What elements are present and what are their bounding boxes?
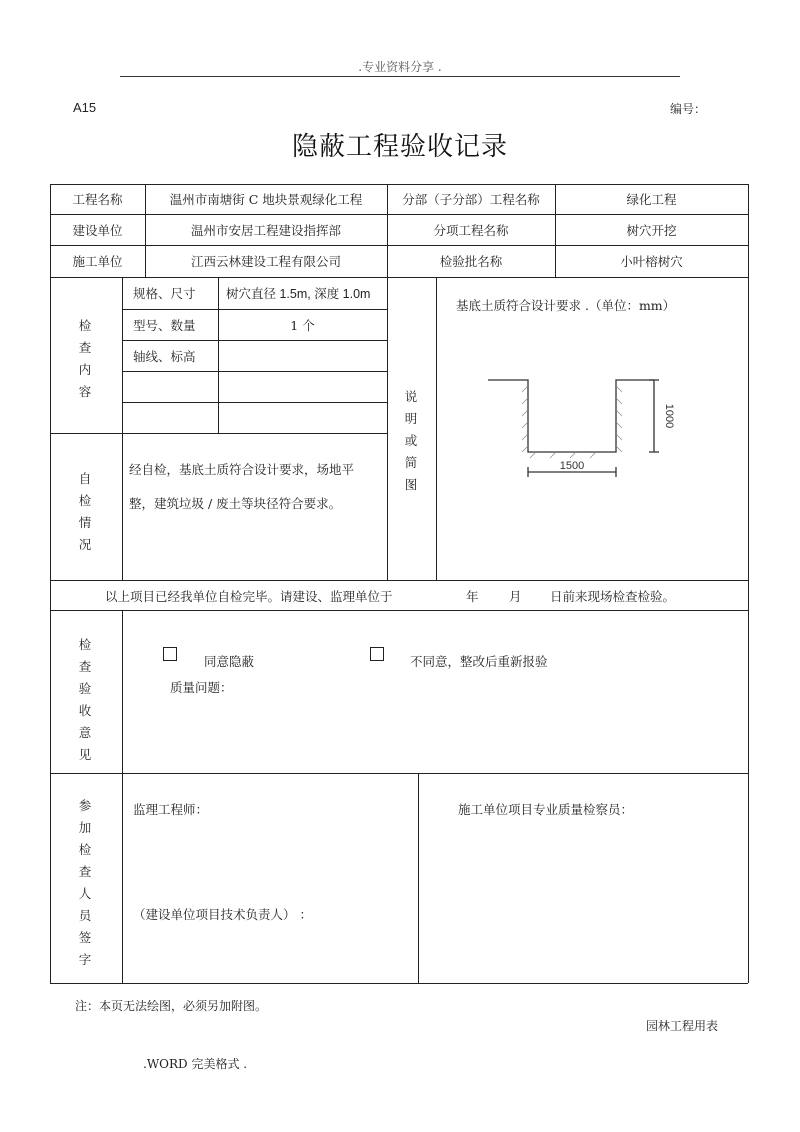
- acceptance-label: 检查验收意见: [78, 637, 92, 762]
- project-name-label: 工程名称: [72, 192, 123, 207]
- item-label: 分项工程名称: [433, 222, 509, 238]
- page-title: 隐蔽工程验收记录: [291, 132, 508, 162]
- contractor-inspector-signature-label: 施工单位项目专业质量检察员：: [458, 802, 634, 817]
- builder-label: 建设单位: [72, 222, 123, 238]
- page-header: .专业资料分享 .: [358, 60, 442, 74]
- subdivision-label: 分部（子分部）工程名称: [402, 192, 540, 207]
- disagree-option-label: 不同意，整改后重新报验: [410, 654, 548, 669]
- supervisor-signature-label: 监理工程师：: [133, 802, 209, 817]
- page-footer: .WORD 完美格式 .: [143, 1057, 248, 1071]
- item-value: 树穴开挖: [626, 222, 677, 238]
- header-divider: [120, 76, 680, 77]
- notice-year: 年: [466, 589, 479, 604]
- self-check-label: 自检情况: [78, 471, 92, 552]
- pit-section-outline: [488, 380, 654, 452]
- notice-suffix: 日前来现场检查检验。: [550, 589, 676, 604]
- diagram-column-label: 说明或简图: [404, 389, 418, 492]
- disagree-checkbox[interactable]: [370, 647, 384, 661]
- agree-option-label: 同意隐蔽: [204, 654, 255, 669]
- serial-number-label: 编号：: [670, 102, 707, 116]
- inspection-item-label: 规格、尺寸: [133, 286, 196, 301]
- batch-value: 小叶榕树穴: [620, 254, 683, 269]
- inspection-item-label: 轴线、标高: [133, 349, 196, 364]
- notice-prefix: 以上项目已经我单位自检完毕。请建设、监理单位于: [105, 589, 393, 604]
- notice-month: 月: [509, 589, 522, 604]
- batch-label: 检验批名称: [439, 254, 503, 269]
- inspection-item-value: 树穴直径 1.5m, 深度 1.0m: [226, 287, 371, 301]
- form-code: A15: [73, 100, 97, 115]
- inspection-item-value: 1 个: [290, 317, 315, 333]
- signatures-label: 参加检查人员签字: [78, 798, 92, 967]
- self-check-line-1: 经自检，基底土质符合设计要求，场地平: [129, 462, 355, 477]
- builder-value: 温州市安居工程建设指挥部: [190, 222, 341, 238]
- self-check-line-2: 整，建筑垃圾 / 废土等块径符合要求。: [129, 496, 342, 511]
- usage-note: 园林工程用表: [646, 1019, 719, 1033]
- builder-rep-signature-label: （建设单位项目技术负责人） ：: [133, 907, 312, 922]
- inspection-section-label: 检查内容: [78, 318, 92, 399]
- subdivision-value: 绿化工程: [626, 192, 677, 207]
- quality-issues-label: 质量问题：: [170, 680, 233, 695]
- width-dimension-text: 1500: [559, 460, 585, 472]
- agree-checkbox[interactable]: [163, 647, 177, 661]
- contractor-value: 江西云林建设工程有限公司: [190, 254, 341, 269]
- project-name-value: 温州市南塘街 C 地块景观绿化工程: [169, 192, 363, 207]
- depth-dimension-text: 1000: [663, 403, 675, 429]
- footnote: 注：本页无法绘图，必须另加附图。: [75, 999, 268, 1013]
- tree-pit-diagram: [480, 370, 680, 490]
- inspection-item-label: 型号、数量: [133, 318, 196, 333]
- diagram-note: 基底土质符合设计要求 .（单位：mm）: [456, 298, 676, 313]
- contractor-label: 施工单位: [72, 254, 123, 269]
